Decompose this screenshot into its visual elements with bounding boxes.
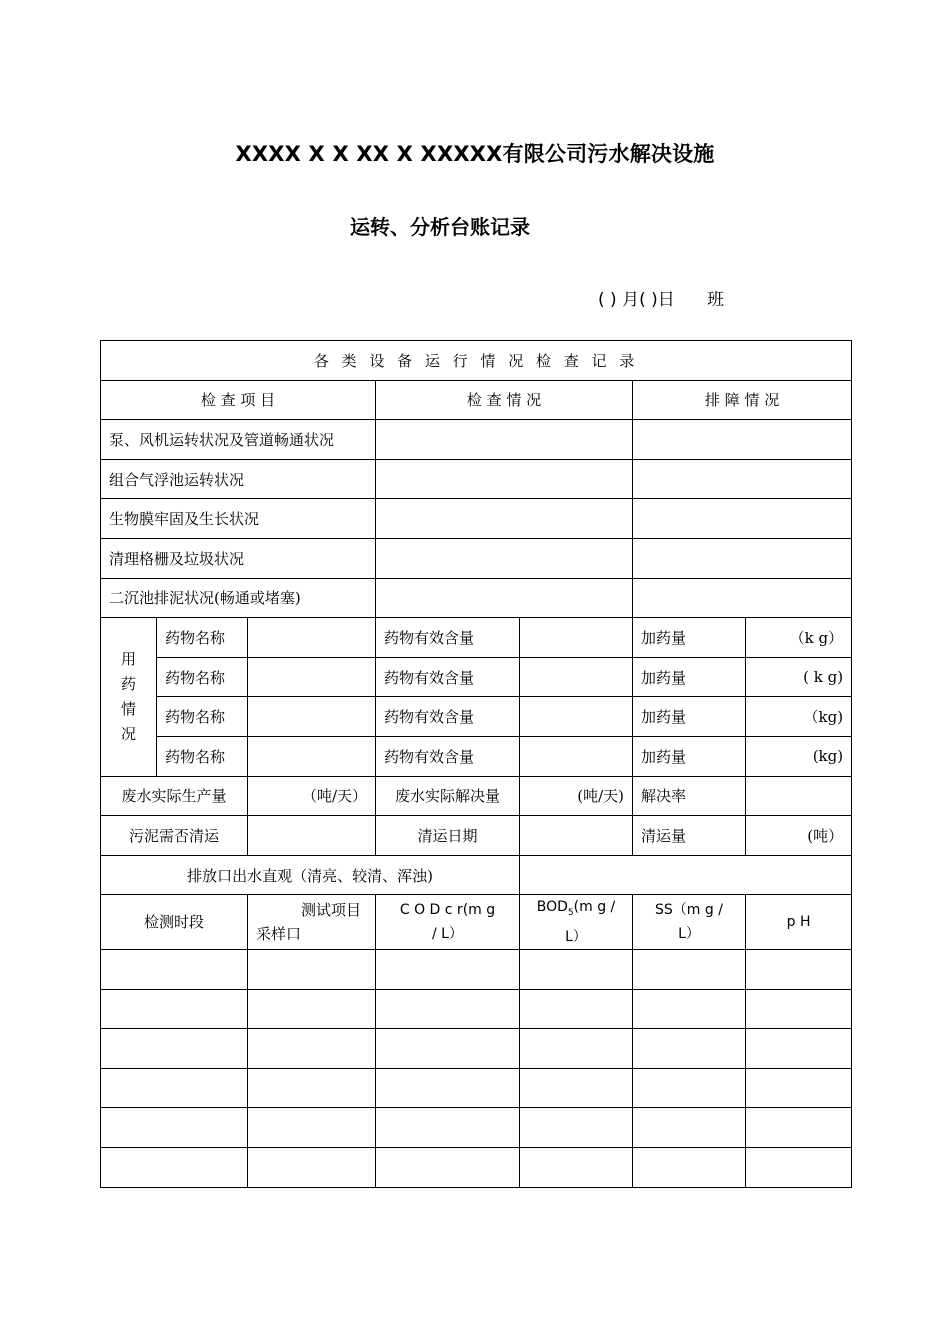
date-shift-line: ( ) 月( )日 班 [598,290,725,310]
drug-content-cell[interactable] [520,736,633,776]
monitor-cell[interactable] [376,1068,520,1108]
monitor-row [101,989,852,1029]
monitor-item-bottom: 采样口 [256,925,302,944]
monitor-row [101,950,852,990]
drug-name-label: 药物名称 [157,618,248,658]
bod-header-bottom: L） [565,929,587,946]
monitor-cell[interactable] [520,1068,633,1108]
monitor-cell[interactable] [520,989,633,1029]
monitor-cell[interactable] [376,950,520,990]
monitor-cell[interactable] [746,1029,852,1069]
fix-status-cell[interactable] [633,499,852,539]
drug-content-cell[interactable] [520,697,633,737]
fix-status-cell[interactable] [633,420,852,460]
drug-label-char: 况 [120,724,136,743]
drug-name-cell[interactable] [248,736,376,776]
monitor-cell[interactable] [746,1108,852,1148]
wastewater-production-label: 废水实际生产量 [101,776,248,816]
monitor-cell[interactable] [101,950,248,990]
drug-label-char: 用 [120,649,136,668]
section-title: 各 类 设 备 运 行 情 况 检 查 记 录 [101,341,852,381]
monitor-cell[interactable] [746,989,852,1029]
header-fix-status: 排 障 情 况 [633,380,852,420]
monitor-cell[interactable] [248,1029,376,1069]
drug-content-label: 药物有效含量 [376,657,520,697]
check-item-biofilm: 生物膜牢固及生长状况 [101,499,376,539]
removal-amount-unit[interactable]: (吨） [746,816,852,856]
drug-dose-label: 加药量 [633,618,746,658]
monitor-cell[interactable] [520,950,633,990]
cod-header-bottom: / L） [432,926,463,943]
drug-name-label: 药物名称 [157,657,248,697]
record-form-table [100,340,852,1188]
drug-content-label: 药物有效含量 [376,697,520,737]
monitor-cell[interactable] [376,1108,520,1148]
monitor-cell[interactable] [376,989,520,1029]
sludge-removal-label: 污泥需否清运 [101,816,248,856]
monitor-cell[interactable] [376,1148,520,1188]
monitor-cell[interactable] [746,950,852,990]
ss-header [633,895,746,950]
bod-header [520,895,633,950]
drug-dose-label: 加药量 [633,736,746,776]
monitor-row [101,1068,852,1108]
monitor-cell[interactable] [520,1108,633,1148]
drug-name-cell[interactable] [248,618,376,658]
drug-dose-label: 加药量 [633,657,746,697]
removal-date-cell[interactable] [520,816,633,856]
monitor-item-header [248,895,376,950]
drug-dose-unit: （k g） [746,618,852,658]
drug-label-char: 情 [120,699,136,718]
monitor-cell[interactable] [248,989,376,1029]
monitor-cell[interactable] [746,1148,852,1188]
monitor-cell[interactable] [520,1148,633,1188]
monitor-cell[interactable] [101,1029,248,1069]
document-title: XXXX X X XX X XXXXX有限公司污水解决设施 [235,142,715,166]
drug-dose-unit: （kg) [746,697,852,737]
monitor-row [101,1029,852,1069]
monitor-cell[interactable] [101,989,248,1029]
removal-amount-label: 清运量 [633,816,746,856]
outlet-appearance-cell[interactable] [520,855,852,895]
outlet-appearance-label: 排放口出水直观（清亮、较清、浑浊) [101,855,520,895]
drug-usage-label [101,618,157,776]
monitor-cell[interactable] [746,1068,852,1108]
wastewater-treated-unit[interactable]: (吨/天) [520,776,633,816]
drug-name-cell[interactable] [248,657,376,697]
monitor-cell[interactable] [248,950,376,990]
drug-name-cell[interactable] [248,697,376,737]
header-check-item: 检 查 项 目 [101,380,376,420]
monitor-row [101,1108,852,1148]
wastewater-production-unit[interactable]: （吨/天） [248,776,376,816]
fix-status-cell[interactable] [633,459,852,499]
monitor-cell[interactable] [633,1108,746,1148]
check-item-grille: 清理格栅及垃圾状况 [101,538,376,578]
fix-status-cell[interactable] [633,578,852,618]
monitor-cell[interactable] [101,1068,248,1108]
fix-status-cell[interactable] [633,538,852,578]
check-item-sedimentation: 二沉池排泥状况(畅通或堵塞) [101,578,376,618]
wastewater-treated-label: 废水实际解决量 [376,776,520,816]
monitor-cell[interactable] [248,1148,376,1188]
drug-name-label: 药物名称 [157,697,248,737]
monitor-cell[interactable] [633,1068,746,1108]
drug-dose-unit: ( k g) [746,657,852,697]
cod-header-top: C O D c r(m g [399,902,496,919]
check-item-pump: 泵、风机运转状况及管道畅通状况 [101,420,376,460]
check-status-cell[interactable] [376,538,633,578]
header-check-status: 检 查 情 况 [376,380,633,420]
monitor-cell[interactable] [520,1029,633,1069]
monitor-cell[interactable] [633,1029,746,1069]
check-status-cell[interactable] [376,499,633,539]
monitor-row [101,1148,852,1188]
drug-dose-unit: (kg) [746,736,852,776]
check-status-cell[interactable] [376,578,633,618]
cod-header [376,895,520,950]
monitor-cell[interactable] [248,1068,376,1108]
ss-header-bottom: L） [678,926,700,943]
drug-content-cell[interactable] [520,657,633,697]
monitor-cell[interactable] [633,989,746,1029]
monitor-period-header: 检测时段 [101,895,248,950]
drug-dose-label: 加药量 [633,697,746,737]
document-subtitle: 运转、分析台账记录 [350,215,530,239]
ss-header-top: SS（m g / [655,902,723,919]
monitor-cell[interactable] [101,1108,248,1148]
monitor-cell[interactable] [633,950,746,990]
drug-label-char: 药 [120,674,136,693]
treatment-rate-cell[interactable] [746,776,852,816]
drug-content-label: 药物有效含量 [376,618,520,658]
drug-content-cell[interactable] [520,618,633,658]
bod-header-top: $BOD_5(m$ g / [536,899,616,919]
check-status-cell[interactable] [376,420,633,460]
monitor-cell[interactable] [376,1029,520,1069]
check-status-cell[interactable] [376,459,633,499]
removal-date-label: 清运日期 [376,816,520,856]
drug-name-label: 药物名称 [157,736,248,776]
check-item-flotation: 组合气浮池运转状况 [101,459,376,499]
monitor-cell[interactable] [633,1148,746,1188]
treatment-rate-label: 解决率 [633,776,746,816]
monitor-item-top: 测试项目 [300,901,361,920]
monitor-cell[interactable] [101,1148,248,1188]
ph-header: p H [746,895,852,950]
drug-content-label: 药物有效含量 [376,736,520,776]
monitor-cell[interactable] [248,1108,376,1148]
sludge-removal-cell[interactable] [248,816,376,856]
